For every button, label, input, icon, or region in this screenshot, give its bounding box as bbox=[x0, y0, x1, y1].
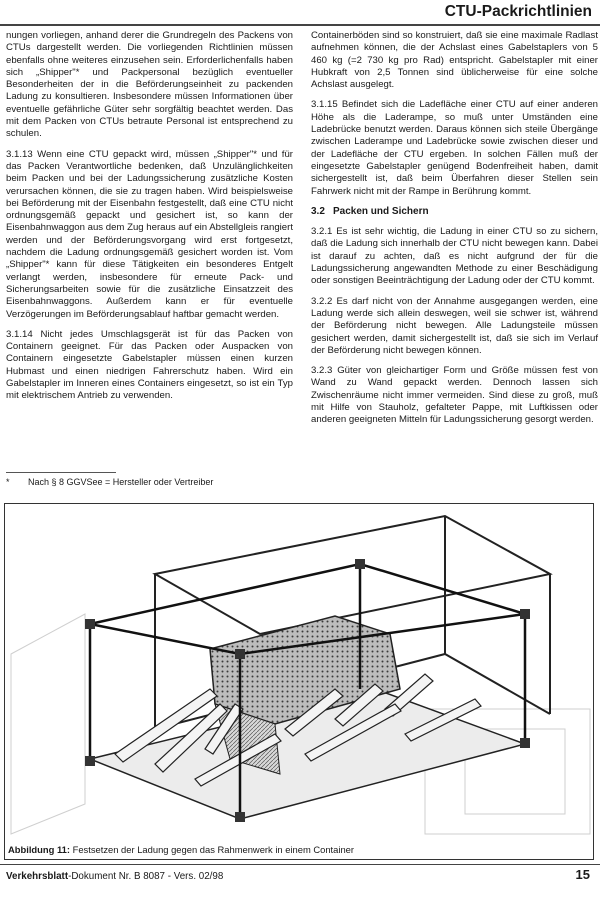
paragraph-3-1-14: 3.1.14 Nicht jedes Umschlagsgerät ist für das Packen von Containern geeignet. Für das Packen oder Auspacken von Containern eingesetzte Gabelstapler müssen einen kurzen Hubmast und einen niedrigen Fahrerschutz haben. Wird ein Gabelstapler im Inneren eines Containers eingesetzt, so ist ein Typ mit elektrischem Antrieb zu verwenden. bbox=[6, 328, 293, 402]
figure-caption-label: Abbildung 11: bbox=[8, 844, 70, 855]
paragraph-3-2-1: 3.2.1 Es ist sehr wichtig, die Ladung in einer CTU so zu sichern, daß die Ladung sich innerhalb der CTU nicht bewegen kann. Dabei ist darauf zu achten, daß es nicht aufgrund der für die Ladungssicherung angewandten Methode zu einer Beschädigung oder sonstigen Beeinträchtigung der Ladung oder der CTU kommt. bbox=[311, 226, 598, 287]
figure-caption-text: Festsetzen der Ladung gegen das Rahmenwerk in einem Container bbox=[72, 844, 355, 855]
footnote bbox=[6, 477, 293, 488]
container-frame-illustration bbox=[5, 504, 593, 844]
footer-publication bbox=[6, 870, 223, 884]
figure-caption bbox=[8, 844, 588, 856]
header-rule bbox=[0, 24, 600, 26]
left-column bbox=[6, 30, 293, 411]
footnote-mark: * bbox=[6, 477, 10, 487]
footer-publication-name: Verkehrsblatt bbox=[6, 871, 69, 882]
right-column bbox=[311, 30, 598, 435]
paragraph-3-2-3: 3.2.3 Güter von gleichartiger Form und Größe müssen fest von Wand zu Wand gepackt werden. Dennoch lassen sich Zwischenräume nicht immer vermeiden. Sind diese zu groß, muß mit Hilfe von Stauholz, gefalteter Pappe, mit Luftkissen oder anderen geeigneten Mitteln für Ladungssicherung gesorgt werden. bbox=[311, 365, 598, 426]
page-number: 15 bbox=[575, 867, 590, 882]
footer-rule bbox=[0, 864, 600, 865]
section-number: 3.2 bbox=[311, 205, 325, 217]
page-header-title: CTU-Packrichtlinien bbox=[444, 3, 592, 20]
paragraph-container-floors: Containerböden sind so konstruiert, daß sie eine maximale Radlast aufnehmen können, die der Achslast eines Gabelstaplers von 5 460 kg (=2 730 kg pro Rad) entspricht. Gabelstapler mit einer Hubkraft von 2,5 Tonnen sind üblicherweise für eine solche Achslast ausgelegt. bbox=[311, 30, 598, 91]
footnote-rule bbox=[6, 472, 116, 473]
footer-publication-id: -Dokument Nr. B 8087 - Vers. 02/98 bbox=[68, 871, 224, 882]
section-heading-3-2 bbox=[311, 206, 598, 218]
paragraph-intro-continued: nungen vorliegen, anhand derer die Grundregeln des Packens von CTUs dargestellt werden. Die vorliegenden Richtlinien müssen ebenfalls ohne weiteres einzusehen sein. Erforderlichenfalls haben sich „Shipper"* und Packpersonal bezüglich eventueller Besonderheiten der in die Beförderungseinheit zu packenden Ladung zu konsultieren. Insbesondere müssen Informationen über eventuelle gefährliche Güter sehr sorgfältig beachtet werden. Das mit dem Packen von CTUs betraute Personal ist entsprechend zu schulen. bbox=[6, 30, 293, 140]
paragraph-3-2-2: 3.2.2 Es darf nicht von der Annahme ausgegangen werden, eine Ladung werde sich allein deswegen, weil sie schwer ist, während der Beförderung nicht bewegen. Alle Ladungsteile müssen gesichert werden, damit sichergestellt ist, daß sie sich im Verlauf der Beförderung nicht bewegen können. bbox=[311, 295, 598, 356]
section-title: Packen und Sichern bbox=[333, 205, 429, 217]
figure-container-frame bbox=[4, 503, 594, 860]
paragraph-3-1-15: 3.1.15 Befindet sich die Ladefläche einer CTU auf einer anderen Höhe als die Laderampe, so muß unter Umständen eine Ladebrücke benutzt werden. Daraus können sich steile Übergänge zwischen Laderampe und Ladebrücke sowie zwischen dieser und der Ladefläche der CTU ergeben. In solchen Fällen muß der eingesetzte Gabelstapler genügend Bodenfreiheit haben, damit sichergestellt ist, daß beim Überfahren dieser Stellen sein Fahrwerk nicht mit der Rampe in Berührung kommt. bbox=[311, 99, 598, 197]
footnote-text: Nach § 8 GGVSee = Hersteller oder Vertreiber bbox=[28, 477, 214, 487]
paragraph-3-1-13: 3.1.13 Wenn eine CTU gepackt wird, müssen „Shipper"* und für das Packen Verantwortliche bedenken, daß Unzulänglichkeiten beim Packen und bei der Ladungssicherung zusätzliche Kosten verursachen können, die sie zu tragen haben. Wird beispielsweise bei Beförderung mit der Eisenbahn festgestellt, daß eine CTU nicht ordnungsgemäß gepackt und gesichert ist, so kann der Eisenbahnwaggon aus dem Zug heraus auf ein Abstellgleis rangiert werden und der Beförderungsvorgang wird erst fortgesetzt, nachdem die Ladung ordnungsgemäß gesichert worden ist. Vom „Shipper"* kann für diese Tätigkeiten ein besonderes Entgelt verlangt werden, insbesondere für erneute Pack- und Sicherungsarbeiten sowie für die zusätzliche Einsatzzeit des Eisenbahnwaggons. Außerdem kann er für eventuelle Verzögerungen im Beförderungsablauf haftbar gemacht werden. bbox=[6, 148, 293, 320]
